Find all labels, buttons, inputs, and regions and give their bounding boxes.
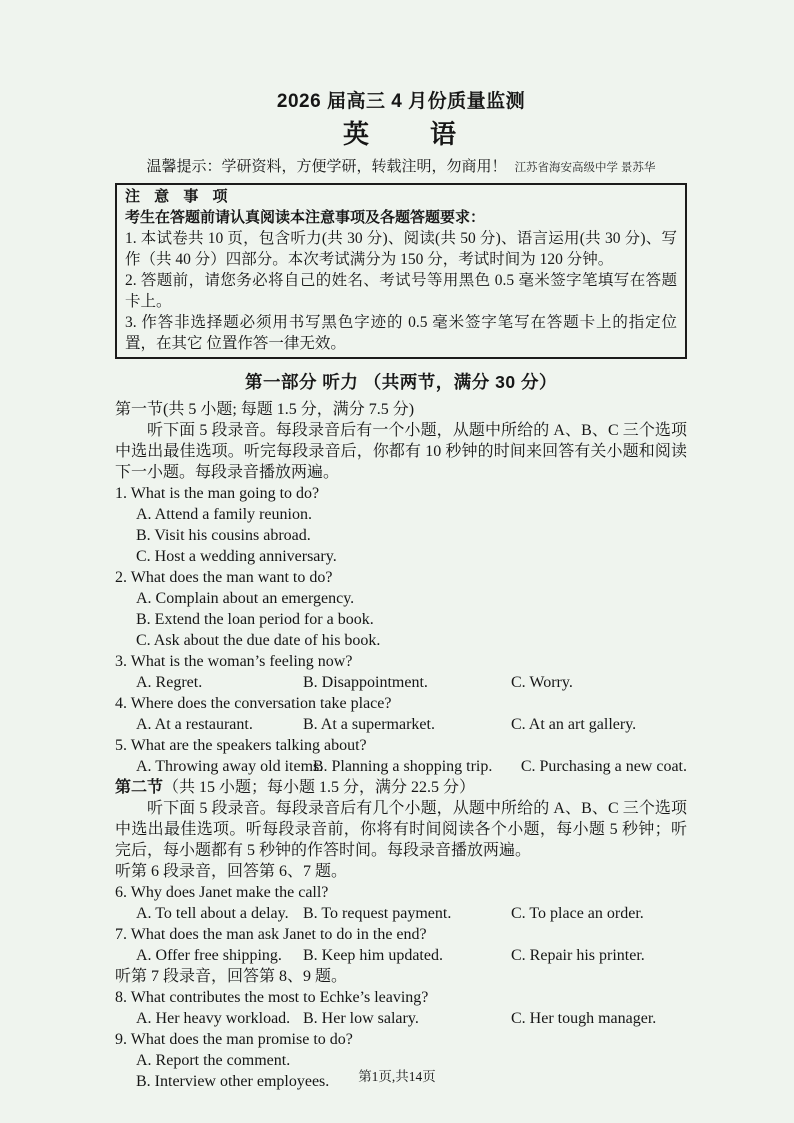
- question: [115, 651, 687, 693]
- question-option: C. To place an order.: [511, 905, 644, 922]
- question-option: B. Keep him updated.: [303, 947, 443, 964]
- question-options: [136, 756, 687, 777]
- part1-heading: 第一部分 听力 （共两节，满分 30 分）: [245, 372, 557, 392]
- question-option: A. At a restaurant.: [136, 716, 253, 733]
- question-option: B. At a supermarket.: [303, 716, 435, 733]
- question-text: 4. Where does the conversation take place?: [115, 695, 392, 712]
- notice-item: 3. 作答非选择题必须用书写黑色字迹的 0.5 毫米签字笔写在答题卡上的指定位置，在其它 位置作答一律无效。: [125, 314, 677, 352]
- section2-title-rest: （共 15 小题；每小题 1.5 分，满分 22.5 分）: [163, 779, 476, 796]
- question-option: B. Extend the loan period for a book.: [136, 611, 374, 628]
- notice-subheading: 考生在答题前请认真阅读本注意事项及各题答题要求：: [125, 209, 486, 226]
- question-text: 9. What does the man promise to do?: [115, 1031, 353, 1048]
- notice-box: [115, 183, 687, 359]
- question-option: C. Ask about the due date of his book.: [136, 632, 381, 649]
- question-option: B. To request payment.: [303, 905, 452, 922]
- exam-title: 2026 届高三 4 月份质量监测: [276, 91, 526, 112]
- question: [115, 987, 687, 1029]
- section2-blocks: [115, 861, 687, 1092]
- question-option: B. Visit his cousins abroad.: [136, 527, 311, 544]
- question-option: B. Planning a shopping trip.: [312, 758, 493, 775]
- question-text: 5. What are the speakers talking about?: [115, 737, 367, 754]
- notice-items: [125, 228, 677, 354]
- question-options: [136, 672, 687, 693]
- subject-title: 英 语: [342, 119, 459, 149]
- notice-item: 2. 答题前，请您务必将自己的姓名、考试号等用黑色 0.5 毫米签字笔填写在答题卡上。: [125, 272, 677, 310]
- section1-questions: [115, 483, 687, 777]
- question-option: A. Regret.: [136, 674, 203, 691]
- section2-instructions: 听下面 5 段录音。每段录音后有几个小题，从题中所给的 A、B、C 三个选项中选出最佳选项。听每段录音前，你将有时间阅读各个小题，每小题 5 秒钟；听完后，每小题都有 5 秒钟的作答时间。每段录音播放两遍。: [115, 800, 687, 859]
- question-option: C. Worry.: [511, 674, 573, 691]
- tip-line: [115, 155, 687, 176]
- page-footer: 第1页,共14页: [358, 1069, 436, 1084]
- question-option: B. Disappointment.: [303, 674, 428, 691]
- question-option: B. Her low salary.: [303, 1010, 419, 1027]
- question-option: C. Purchasing a new coat.: [520, 758, 687, 775]
- question-options: [136, 714, 687, 735]
- question-text: 1. What is the man going to do?: [115, 485, 320, 502]
- notice-heading: 注 意 事 项: [125, 188, 233, 205]
- question: [115, 483, 687, 567]
- section2-title: [115, 777, 687, 798]
- question-option: A. Offer free shipping.: [136, 947, 282, 964]
- question-option: C. Her tough manager.: [511, 1010, 657, 1027]
- question-options: [136, 945, 687, 966]
- question: [115, 735, 687, 777]
- question-option: C. Repair his printer.: [511, 947, 645, 964]
- question: [115, 567, 687, 651]
- question-option: A. To tell about a delay.: [136, 905, 289, 922]
- question-option: A. Complain about an emergency.: [136, 590, 355, 607]
- question-option: C. At an art gallery.: [511, 716, 637, 733]
- tip-credit: 江苏省海安高级中学 景苏华: [514, 162, 656, 174]
- question: [115, 693, 687, 735]
- question: [115, 882, 687, 924]
- question-option: B. Interview other employees.: [136, 1073, 330, 1090]
- question-options: [136, 903, 687, 924]
- question-options: [115, 588, 687, 651]
- question-text: 7. What does the man ask Janet to do in the end?: [115, 926, 427, 943]
- question-option: A. Attend a family reunion.: [136, 506, 312, 523]
- section1-title: 第一节(共 5 小题; 每题 1.5 分，满分 7.5 分): [115, 401, 415, 418]
- question-text: 6. Why does Janet make the call?: [115, 884, 329, 901]
- question-text: 8. What contributes the most to Echke’s leaving?: [115, 989, 429, 1006]
- question-options: [136, 1008, 687, 1029]
- question-option: A. Her heavy workload.: [136, 1010, 291, 1027]
- section1-instructions: 听下面 5 段录音。每段录音后有一个小题，从题中所给的 A、B、C 三个选项中选出最佳选项。听完每段录音后，你都有 10 秒钟的时间来回答有关小题和阅读下一小题。每段录音播放两遍。: [115, 422, 687, 481]
- notice-item: 1. 本试卷共 10 页，包含听力(共 30 分)、阅读(共 50 分)、语言运用(共 30 分)、写作（共 40 分）四部分。本次考试满分为 150 分，考试时间为 120 分钟。: [125, 230, 677, 268]
- question-option: A. Report the comment.: [136, 1052, 291, 1069]
- question-text: 3. What is the woman’s feeling now?: [115, 653, 353, 670]
- question-text: 2. What does the man want to do?: [115, 569, 333, 586]
- audio-cue: 听第 6 段录音，回答第 6、7 题。: [115, 863, 348, 880]
- audio-cue: 听第 7 段录音，回答第 8、9 题。: [115, 968, 348, 985]
- question-option: A. Throwing away old items.: [136, 758, 324, 775]
- section2-title-prefix: 第二节: [115, 779, 164, 796]
- question-option: C. Host a wedding anniversary.: [136, 548, 337, 565]
- page-content: [115, 0, 687, 1092]
- question: [115, 924, 687, 966]
- question-options: [115, 504, 687, 567]
- tip-text: 温馨提示：学研资料，方便学研，转载注明，勿商用！: [146, 159, 507, 175]
